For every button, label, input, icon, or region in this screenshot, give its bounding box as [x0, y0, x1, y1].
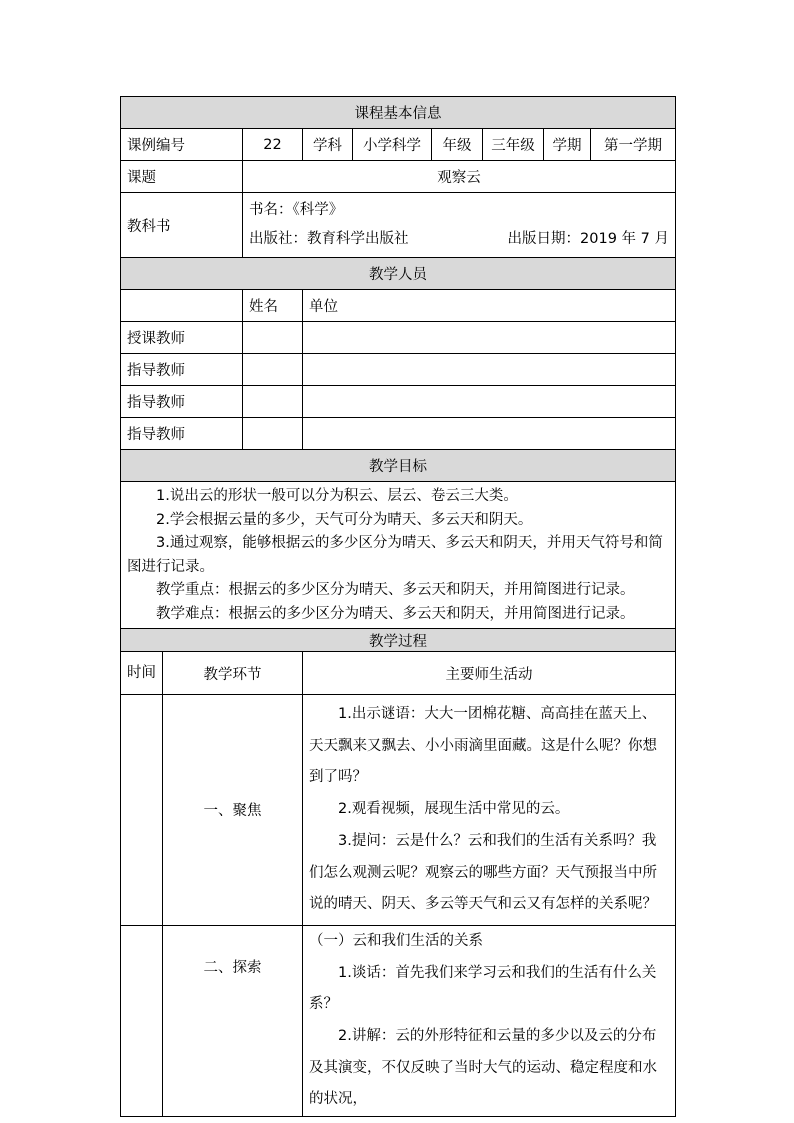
textbook-publish-date: 出版日期：2019 年 7 月: [507, 231, 670, 247]
topic-row: [121, 161, 676, 193]
grade-label: 年级: [432, 129, 483, 161]
staff-row: [121, 354, 676, 386]
term-label: 学期: [544, 129, 591, 161]
activity-line: 1.出示谜语：大大一团棉花糖、高高挂在蓝天上、天天飘来又飘去、小小雨滴里面藏。这是什么呢？你想到了吗？: [309, 706, 657, 786]
staff-unit-header: 单位: [303, 290, 676, 322]
activity-line: 3.提问：云是什么？云和我们的生活有关系吗？我们怎么观测云呢？观察云的哪些方面？天气预报当中所说的晴天、阴天、多云等天气和云又有怎样的关系呢？: [309, 832, 657, 913]
term-value: 第一学期: [591, 129, 676, 161]
staff-header-row: [121, 290, 676, 322]
staff-row: [121, 322, 676, 354]
process-header-row: [121, 652, 676, 695]
staff-unit-cell: [303, 354, 676, 386]
course-id-label: 课例编号: [121, 129, 243, 161]
activity-subheading: （一）云和我们生活的关系: [309, 932, 483, 949]
subject-label: 学科: [303, 129, 353, 161]
staff-role: 指导教师: [121, 418, 243, 450]
stage-row: [121, 925, 676, 1116]
staff-row: [121, 418, 676, 450]
stage-name: 二、探索: [163, 925, 303, 1116]
textbook-name: 书名：《科学》: [249, 202, 344, 218]
activity-line: 2.观看视频，展现生活中常见的云。: [338, 801, 570, 818]
section-header-staff: 教学人员: [121, 258, 676, 290]
stage-time-cell: [121, 695, 163, 926]
stage-name: 一、聚焦: [163, 695, 303, 926]
activity-line: 1.谈话：首先我们来学习云和我们的生活有什么关系？: [309, 964, 657, 1013]
goals-content: [121, 482, 676, 629]
goal-item: 2.学会根据云量的多少，天气可分为晴天、多云天和阴天。: [156, 511, 533, 528]
staff-unit-cell: [303, 418, 676, 450]
goal-item: 1.说出云的形状一般可以分为积云、层云、卷云三大类。: [156, 488, 518, 504]
process-activity-header: 主要师生活动: [303, 652, 676, 695]
staff-name-cell: [243, 354, 303, 386]
course-id-value: 22: [243, 129, 303, 161]
textbook-label: 教科书: [121, 193, 243, 258]
stage-time-cell: [121, 925, 163, 1116]
staff-row: [121, 386, 676, 418]
section-header-process: 教学过程: [121, 629, 676, 652]
staff-role: 指导教师: [121, 354, 243, 386]
staff-name-cell: [243, 322, 303, 354]
staff-unit-cell: [303, 386, 676, 418]
section-header-goals: 教学目标: [121, 450, 676, 482]
section-header-basic-info: 课程基本信息: [121, 97, 676, 129]
stage-row: [121, 695, 676, 926]
staff-name-cell: [243, 386, 303, 418]
topic-value: 观察云: [243, 161, 676, 193]
goals-row: [121, 482, 676, 629]
activity-line: 2.讲解：云的外形特征和云量的多少以及云的分布及其演变，不仅反映了当时大气的运动、稳定程度和水的状况，: [309, 1028, 657, 1108]
topic-label: 课题: [121, 161, 243, 193]
staff-name-header: 姓名: [243, 290, 303, 322]
staff-unit-cell: [303, 322, 676, 354]
staff-role: 指导教师: [121, 386, 243, 418]
staff-name-cell: [243, 418, 303, 450]
grade-value: 三年级: [483, 129, 544, 161]
staff-role: 授课教师: [121, 322, 243, 354]
course-id-row: [121, 129, 676, 161]
textbook-row: [121, 193, 676, 258]
goal-key-point: 教学重点：根据云的多少区分为晴天、多云天和阴天，并用简图进行记录。: [156, 582, 635, 598]
lesson-info-table: [120, 96, 676, 1117]
textbook-publisher: 出版社：教育科学出版社: [249, 231, 409, 247]
process-time-header: 时间: [121, 652, 163, 695]
goal-item: 3.通过观察，能够根据云的多少区分为晴天、多云天和阴天，并用天气符号和简图进行记录。: [127, 535, 663, 575]
process-stage-header: 教学环节: [163, 652, 303, 695]
stage-activities: [303, 695, 676, 926]
stage-activities: [303, 925, 676, 1116]
subject-value: 小学科学: [353, 129, 432, 161]
goal-difficult-point: 教学难点：根据云的多少区分为晴天、多云天和阴天，并用简图进行记录。: [156, 605, 635, 622]
